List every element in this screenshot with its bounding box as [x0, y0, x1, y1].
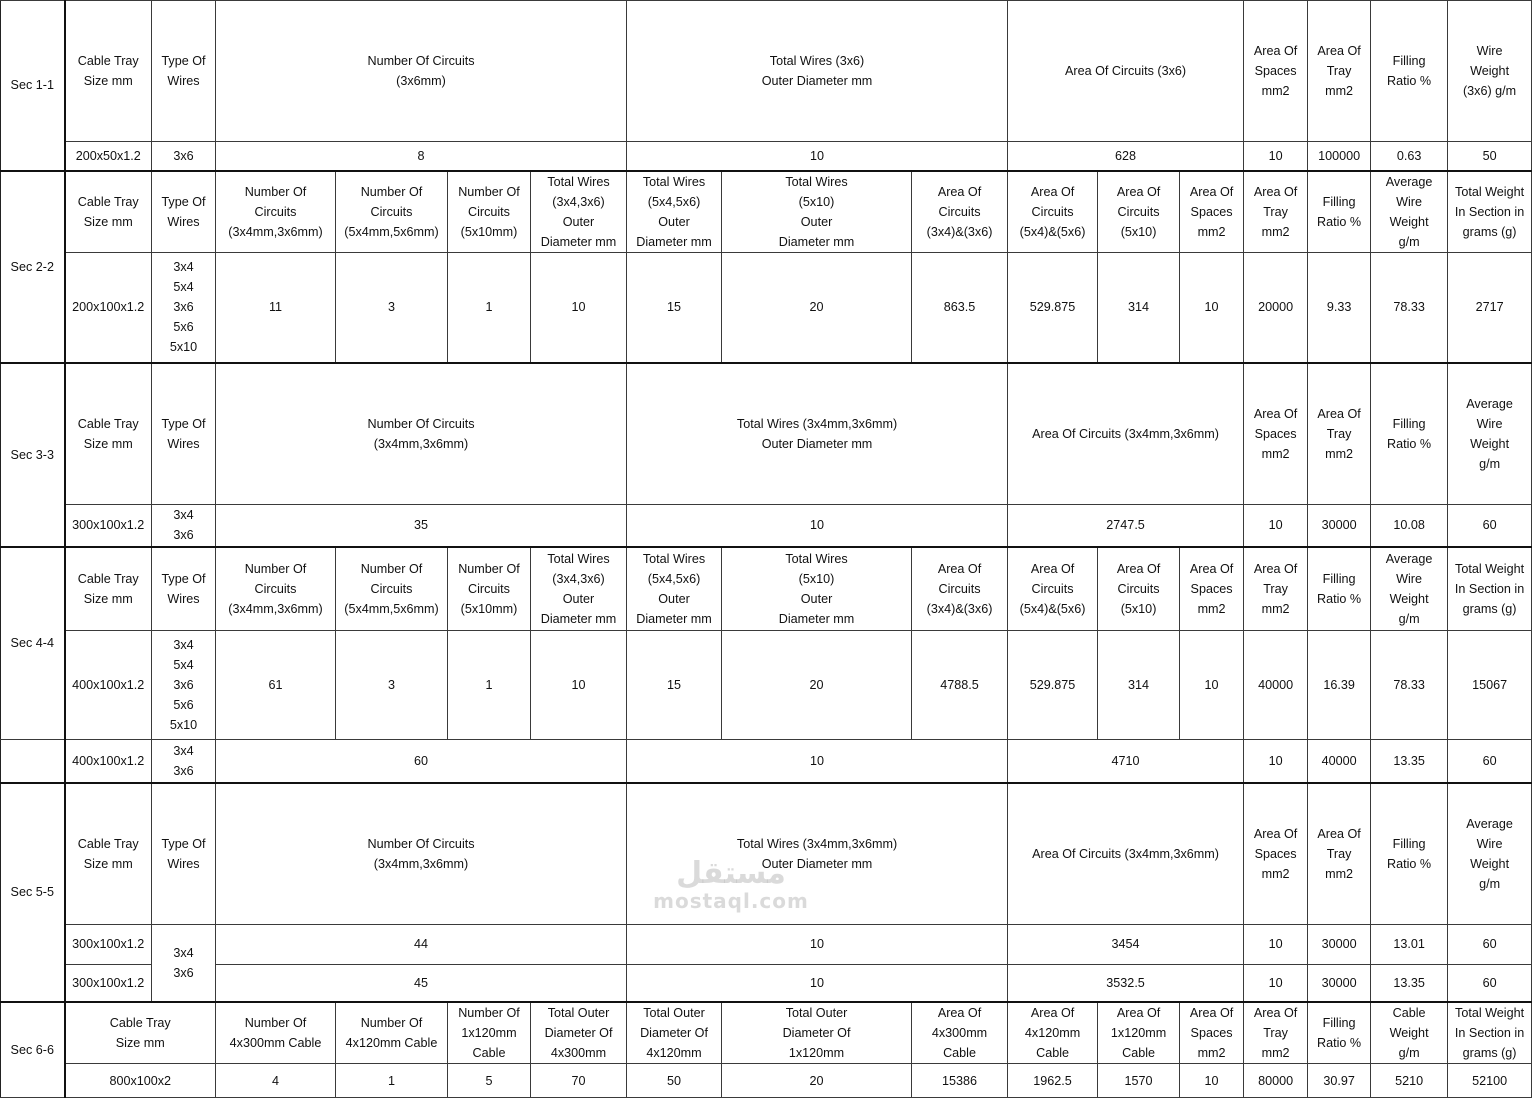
data-cell: 10	[627, 142, 1008, 171]
data-cell: 60	[1448, 505, 1532, 547]
data-cell: 10	[1180, 631, 1244, 740]
data-cell: 300x100x1.2	[65, 924, 152, 964]
data-cell: 10	[1244, 142, 1308, 171]
header-cell: Number Of Circuits (5x10mm)	[448, 547, 531, 631]
data-cell: 16.39	[1308, 631, 1371, 740]
header-cell: Total Weight In Section in grams (g)	[1448, 547, 1532, 631]
data-cell: 10	[531, 631, 627, 740]
header-cell: Number Of Circuits (5x10mm)	[448, 171, 531, 253]
data-cell: 20	[722, 252, 912, 363]
data-cell: 60	[1448, 740, 1532, 783]
data-cell: 70	[531, 1064, 627, 1098]
data-cell: 10	[1180, 1064, 1244, 1098]
data-cell: 52100	[1448, 1064, 1532, 1098]
data-cell: 0.63	[1371, 142, 1448, 171]
data-cell: 9.33	[1308, 252, 1371, 363]
data-cell: 4788.5	[912, 631, 1008, 740]
header-cell: Area Of Spaces mm2	[1180, 171, 1244, 253]
data-cell: 800x100x2	[65, 1064, 216, 1098]
header-cell: Area Of Tray mm2	[1308, 363, 1371, 505]
header-cell: Cable Tray Size mm	[65, 1, 152, 142]
data-cell: 628	[1008, 142, 1244, 171]
header-cell: Number Of Circuits (3x4mm,3x6mm)	[216, 363, 627, 505]
header-cell: Number Of Circuits (5x4mm,5x6mm)	[336, 171, 448, 253]
data-cell: 400x100x1.2	[65, 631, 152, 740]
header-cell: Area Of Circuits (5x4)&(5x6)	[1008, 171, 1098, 253]
section-label: Sec 4-4	[1, 547, 65, 740]
data-cell: 10	[627, 740, 1008, 783]
data-cell: 3x4 3x6	[152, 924, 216, 1002]
section-label-spacer	[1, 740, 65, 783]
watermark-arabic: مستقل	[676, 856, 786, 891]
data-cell: 3	[336, 631, 448, 740]
header-cell: Cable Tray Size mm	[65, 783, 152, 925]
header-cell: Area Of Circuits (5x10)	[1098, 171, 1180, 253]
data-cell: 863.5	[912, 252, 1008, 363]
data-cell: 3x4 3x6	[152, 740, 216, 783]
header-cell: Wire Weight (3x6) g/m	[1448, 1, 1532, 142]
data-cell: 10	[1244, 964, 1308, 1002]
header-cell: Number Of Circuits (3x4mm,3x6mm)	[216, 547, 336, 631]
header-cell: Area Of Spaces mm2	[1180, 1002, 1244, 1064]
header-cell: Number Of 4x300mm Cable	[216, 1002, 336, 1064]
data-cell: 11	[216, 252, 336, 363]
data-cell: 2717	[1448, 252, 1532, 363]
header-cell: Cable Weight g/m	[1371, 1002, 1448, 1064]
header-cell: Area Of Spaces mm2	[1244, 1, 1308, 142]
header-cell: Area Of Circuits (3x4mm,3x6mm)	[1008, 363, 1244, 505]
header-cell: Total Outer Diameter Of 4x120mm	[627, 1002, 722, 1064]
data-cell: 78.33	[1371, 631, 1448, 740]
header-cell: Number Of Circuits (3x4mm,3x6mm)	[216, 171, 336, 253]
data-cell: 10	[531, 252, 627, 363]
data-cell: 50	[627, 1064, 722, 1098]
header-cell: Total Wires (5x4,5x6) Outer Diameter mm	[627, 171, 722, 253]
data-cell: 10.08	[1371, 505, 1448, 547]
header-cell: Area Of Tray mm2	[1244, 547, 1308, 631]
data-cell: 3454	[1008, 924, 1244, 964]
header-cell: Total Wires (3x4,3x6) Outer Diameter mm	[531, 171, 627, 253]
header-cell: Total Wires (3x4mm,3x6mm) Outer Diameter mm	[627, 783, 1008, 925]
header-cell: Average Wire Weight g/m	[1371, 547, 1448, 631]
data-cell: 15	[627, 252, 722, 363]
data-cell: 45	[216, 964, 627, 1002]
data-cell: 30.97	[1308, 1064, 1371, 1098]
data-cell: 50	[1448, 142, 1532, 171]
data-cell: 1	[336, 1064, 448, 1098]
header-cell: Type Of Wires	[152, 1, 216, 142]
header-cell: Area Of 4x120mm Cable	[1008, 1002, 1098, 1064]
header-cell: Total Wires (3x6) Outer Diameter mm	[627, 1, 1008, 142]
data-cell: 1	[448, 252, 531, 363]
header-cell: Filling Ratio %	[1371, 783, 1448, 925]
header-cell: Cable Tray Size mm	[65, 547, 152, 631]
data-cell: 80000	[1244, 1064, 1308, 1098]
data-cell: 60	[1448, 924, 1532, 964]
data-cell: 10	[627, 964, 1008, 1002]
data-cell: 30000	[1308, 924, 1371, 964]
header-cell: Total Wires (5x10) Outer Diameter mm	[722, 547, 912, 631]
header-cell: Area Of Spaces mm2	[1244, 363, 1308, 505]
data-cell: 100000	[1308, 142, 1371, 171]
header-cell: Area Of Spaces mm2	[1244, 783, 1308, 925]
header-cell: Filling Ratio %	[1308, 1002, 1371, 1064]
header-cell: Total Wires (5x10) Outer Diameter mm	[722, 171, 912, 253]
header-cell: Total Wires (5x4,5x6) Outer Diameter mm	[627, 547, 722, 631]
data-cell: 1	[448, 631, 531, 740]
header-cell: Area Of Tray mm2	[1244, 1002, 1308, 1064]
data-cell: 13.35	[1371, 964, 1448, 1002]
header-cell: Number Of Circuits (5x4mm,5x6mm)	[336, 547, 448, 631]
data-cell: 10	[627, 924, 1008, 964]
data-cell: 5	[448, 1064, 531, 1098]
header-cell: Type Of Wires	[152, 783, 216, 925]
header-cell: Area Of Tray mm2	[1244, 171, 1308, 253]
data-cell: 314	[1098, 252, 1180, 363]
data-cell: 10	[1244, 924, 1308, 964]
data-cell: 15386	[912, 1064, 1008, 1098]
header-cell: Filling Ratio %	[1371, 363, 1448, 505]
data-cell: 529.875	[1008, 252, 1098, 363]
data-cell: 3x4 5x4 3x6 5x6 5x10	[152, 631, 216, 740]
data-cell: 10	[1244, 740, 1308, 783]
header-cell: Area Of 1x120mm Cable	[1098, 1002, 1180, 1064]
data-cell: 3x4 3x6	[152, 505, 216, 547]
header-cell: Total Outer Diameter Of 4x300mm	[531, 1002, 627, 1064]
header-cell: Area Of 4x300mm Cable	[912, 1002, 1008, 1064]
data-cell: 44	[216, 924, 627, 964]
data-cell: 3x4 5x4 3x6 5x6 5x10	[152, 252, 216, 363]
data-cell: 4	[216, 1064, 336, 1098]
header-cell: Area Of Circuits (3x4)&(3x6)	[912, 547, 1008, 631]
data-cell: 13.01	[1371, 924, 1448, 964]
data-cell: 60	[1448, 964, 1532, 1002]
header-cell: Average Wire Weight g/m	[1448, 363, 1532, 505]
data-cell: 8	[216, 142, 627, 171]
header-cell: Average Wire Weight g/m	[1448, 783, 1532, 925]
data-cell: 10	[627, 505, 1008, 547]
header-cell: Type Of Wires	[152, 171, 216, 253]
data-cell: 314	[1098, 631, 1180, 740]
header-cell: Area Of Circuits (3x6)	[1008, 1, 1244, 142]
data-cell: 40000	[1244, 631, 1308, 740]
header-cell: Total Weight In Section in grams (g)	[1448, 171, 1532, 253]
header-cell: Total Weight In Section in grams (g)	[1448, 1002, 1532, 1064]
data-cell: 35	[216, 505, 627, 547]
data-cell: 529.875	[1008, 631, 1098, 740]
section-label: Sec 6-6	[1, 1002, 65, 1098]
header-cell: Total Outer Diameter Of 1x120mm	[722, 1002, 912, 1064]
data-cell: 15067	[1448, 631, 1532, 740]
header-cell: Area Of Circuits (5x4)&(5x6)	[1008, 547, 1098, 631]
data-cell: 300x100x1.2	[65, 964, 152, 1002]
header-cell: Cable Tray Size mm	[65, 171, 152, 253]
data-cell: 15	[627, 631, 722, 740]
header-cell: Cable Tray Size mm	[65, 363, 152, 505]
header-cell: Filling Ratio %	[1308, 171, 1371, 253]
data-cell: 2747.5	[1008, 505, 1244, 547]
data-cell: 10	[1180, 252, 1244, 363]
data-cell: 200x50x1.2	[65, 142, 152, 171]
data-cell: 30000	[1308, 505, 1371, 547]
data-cell: 20000	[1244, 252, 1308, 363]
data-cell: 13.35	[1371, 740, 1448, 783]
data-cell: 200x100x1.2	[65, 252, 152, 363]
data-cell: 60	[216, 740, 627, 783]
header-cell: Area Of Spaces mm2	[1180, 547, 1244, 631]
header-cell: Number Of Circuits (3x6mm)	[216, 1, 627, 142]
data-cell: 3	[336, 252, 448, 363]
data-cell: 1962.5	[1008, 1064, 1098, 1098]
header-cell: Area Of Circuits (3x4mm,3x6mm)	[1008, 783, 1244, 925]
section-label: Sec 3-3	[1, 363, 65, 547]
header-cell: Number Of Circuits (3x4mm,3x6mm)	[216, 783, 627, 925]
data-cell: 61	[216, 631, 336, 740]
data-cell: 3x6	[152, 142, 216, 171]
header-cell: Type Of Wires	[152, 363, 216, 505]
data-cell: 30000	[1308, 964, 1371, 1002]
data-cell: 1570	[1098, 1064, 1180, 1098]
data-cell: 40000	[1308, 740, 1371, 783]
section-label: Sec 5-5	[1, 783, 65, 1003]
data-cell: 5210	[1371, 1064, 1448, 1098]
header-cell: Number Of 4x120mm Cable	[336, 1002, 448, 1064]
data-cell: 78.33	[1371, 252, 1448, 363]
header-cell: Filling Ratio %	[1371, 1, 1448, 142]
header-cell: Area Of Tray mm2	[1308, 1, 1371, 142]
header-cell: Total Wires (3x4,3x6) Outer Diameter mm	[531, 547, 627, 631]
header-cell: Type Of Wires	[152, 547, 216, 631]
header-cell: Average Wire Weight g/m	[1371, 171, 1448, 253]
data-cell: 20	[722, 631, 912, 740]
header-cell: Filling Ratio %	[1308, 547, 1371, 631]
header-cell: Number Of 1x120mm Cable	[448, 1002, 531, 1064]
data-cell: 400x100x1.2	[65, 740, 152, 783]
section-label: Sec 1-1	[1, 1, 65, 171]
section-label: Sec 2-2	[1, 171, 65, 364]
data-cell: 4710	[1008, 740, 1244, 783]
data-cell: 300x100x1.2	[65, 505, 152, 547]
header-cell: Total Wires (3x4mm,3x6mm) Outer Diameter mm	[627, 363, 1008, 505]
header-cell: Area Of Tray mm2	[1308, 783, 1371, 925]
header-cell: Cable Tray Size mm	[65, 1002, 216, 1064]
watermark-latin: mostaql.com	[653, 889, 809, 913]
data-cell: 10	[1244, 505, 1308, 547]
data-cell: 3532.5	[1008, 964, 1244, 1002]
data-cell: 20	[722, 1064, 912, 1098]
header-cell: Area Of Circuits (3x4)&(3x6)	[912, 171, 1008, 253]
header-cell: Area Of Circuits (5x10)	[1098, 547, 1180, 631]
